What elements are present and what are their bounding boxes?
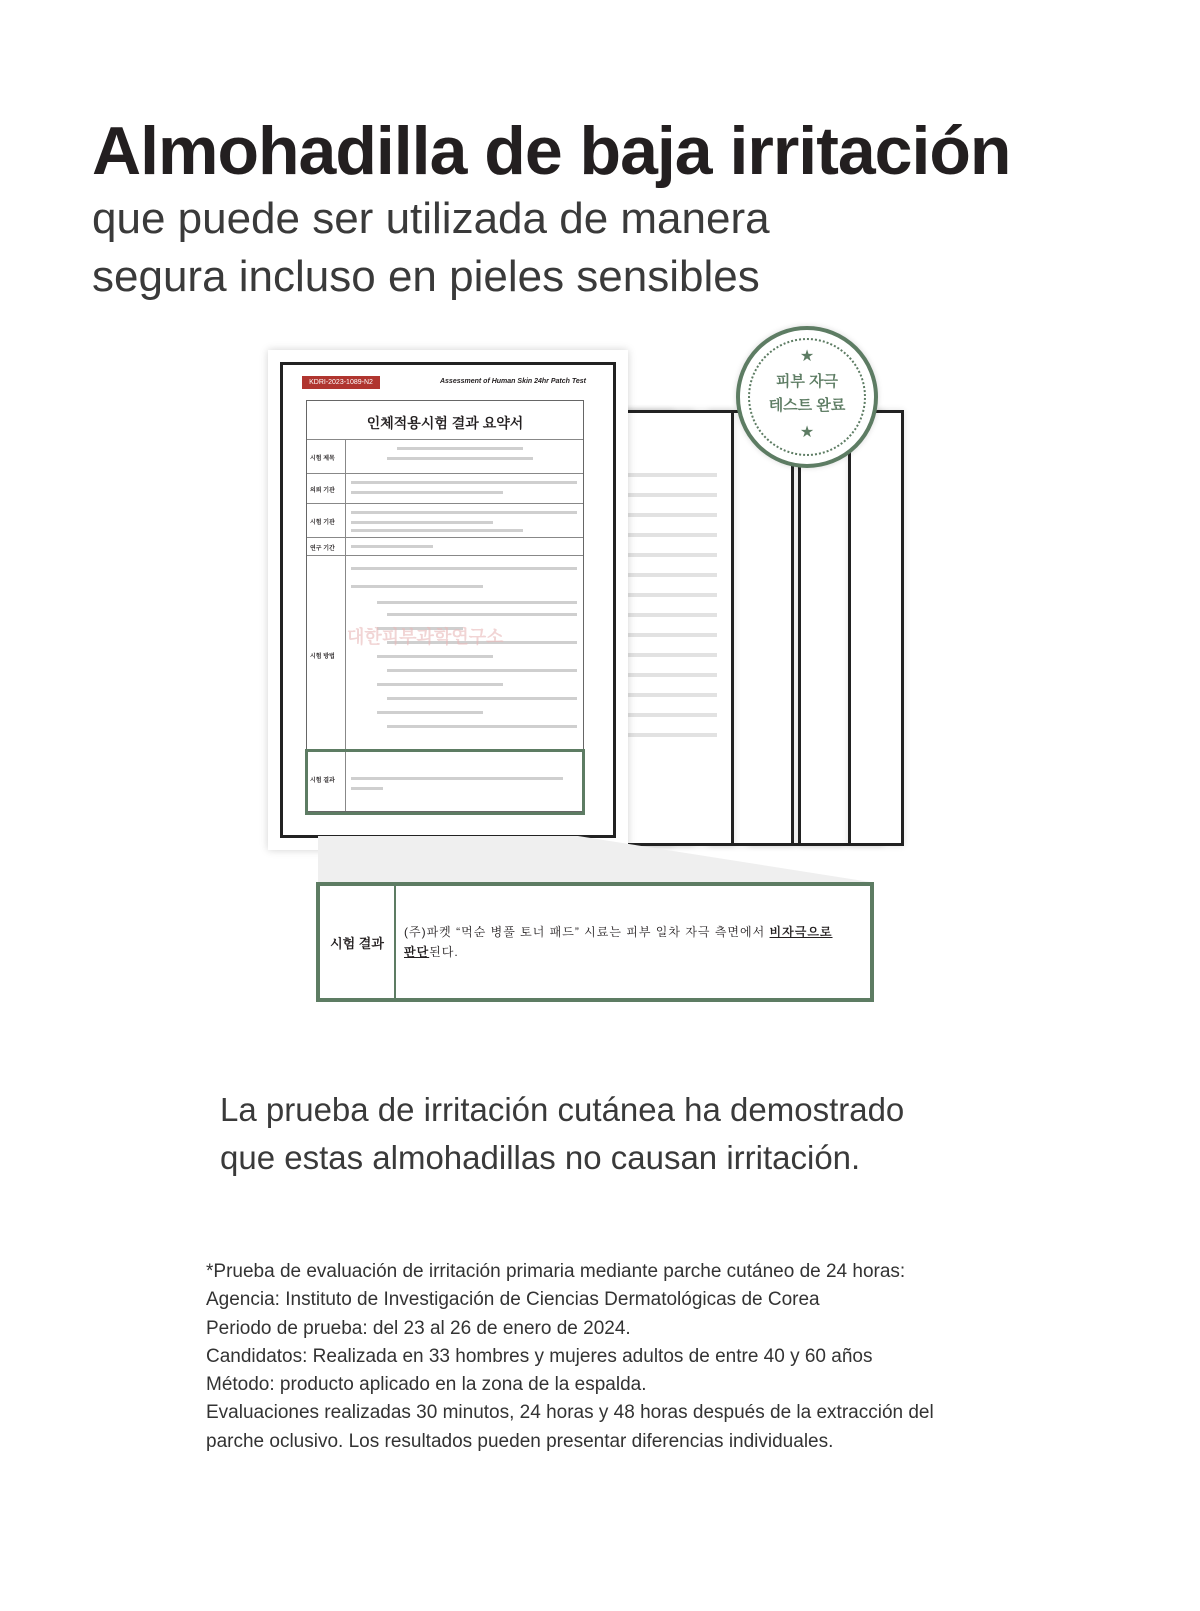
note-line: Agencia: Instituto de Investigación de Ciencias Dermatológicas de Corea: [206, 1289, 820, 1311]
result-text: (주)파켓 “먹순 병풀 토너 패드” 시료는 피부 일차 자극 측면에서 비자극으로 판단된다.: [404, 925, 833, 959]
claim-line: que estas almohadillas no causan irritación.: [220, 1139, 861, 1176]
seal-text: 테스트 완료: [768, 397, 846, 414]
report-id-tag: KDRI-2023-1089-N2: [302, 376, 380, 389]
page-subtitle: [92, 190, 770, 306]
zoom-connector: [318, 836, 878, 886]
note-line: Método: producto aplicado en la zona de la espalda.: [206, 1374, 647, 1396]
watermark: 대한피부과학연구소: [347, 627, 504, 647]
summary-table: [306, 400, 584, 812]
row-label: 시험 제목: [310, 456, 335, 462]
claim-text: [220, 1086, 904, 1182]
subtitle-line: segura incluso en pieles sensibles: [92, 252, 760, 301]
result-label: 시험 결과: [320, 886, 396, 998]
page-title: Almohadilla de baja irritación: [92, 113, 1011, 189]
document-page-back: [848, 410, 904, 846]
star-icon: ★: [799, 348, 815, 365]
row-label: 시험 기관: [310, 520, 335, 526]
report-type: Assessment of Human Skin 24hr Patch Test: [439, 378, 586, 385]
claim-line: La prueba de irritación cutánea ha demostrado: [220, 1091, 905, 1128]
row-label: 연구 기간: [310, 546, 335, 552]
note-line: parche oclusivo. Los resultados pueden presentar diferencias individuales.: [206, 1430, 834, 1452]
row-label: 시험 결과: [310, 778, 335, 784]
note-line: Periodo de prueba: del 23 al 26 de enero de 2024.: [206, 1317, 631, 1339]
note-line: Candidatos: Realizada en 33 hombres y mujeres adultos de entre 40 y 60 años: [206, 1345, 873, 1367]
summary-title: 인체적용시험 결과 요약서: [366, 415, 524, 431]
row-label: 의뢰 기관: [310, 488, 335, 494]
note-line: Evaluaciones realizadas 30 minutos, 24 horas y 48 horas después de la extracción del: [206, 1402, 934, 1424]
seal-text: 피부 자극: [775, 373, 839, 390]
test-notes: [206, 1258, 934, 1456]
result-highlight-box: [305, 749, 585, 815]
star-icon: ★: [799, 424, 815, 441]
row-label: 시험 방법: [310, 654, 335, 660]
test-complete-seal: [736, 326, 878, 468]
subtitle-line: que puede ser utilizada de manera: [92, 194, 770, 243]
document-page-front: [268, 350, 628, 850]
result-zoom-box: [316, 882, 874, 1002]
note-line: *Prueba de evaluación de irritación primaria mediante parche cutáneo de 24 horas:: [206, 1261, 906, 1282]
